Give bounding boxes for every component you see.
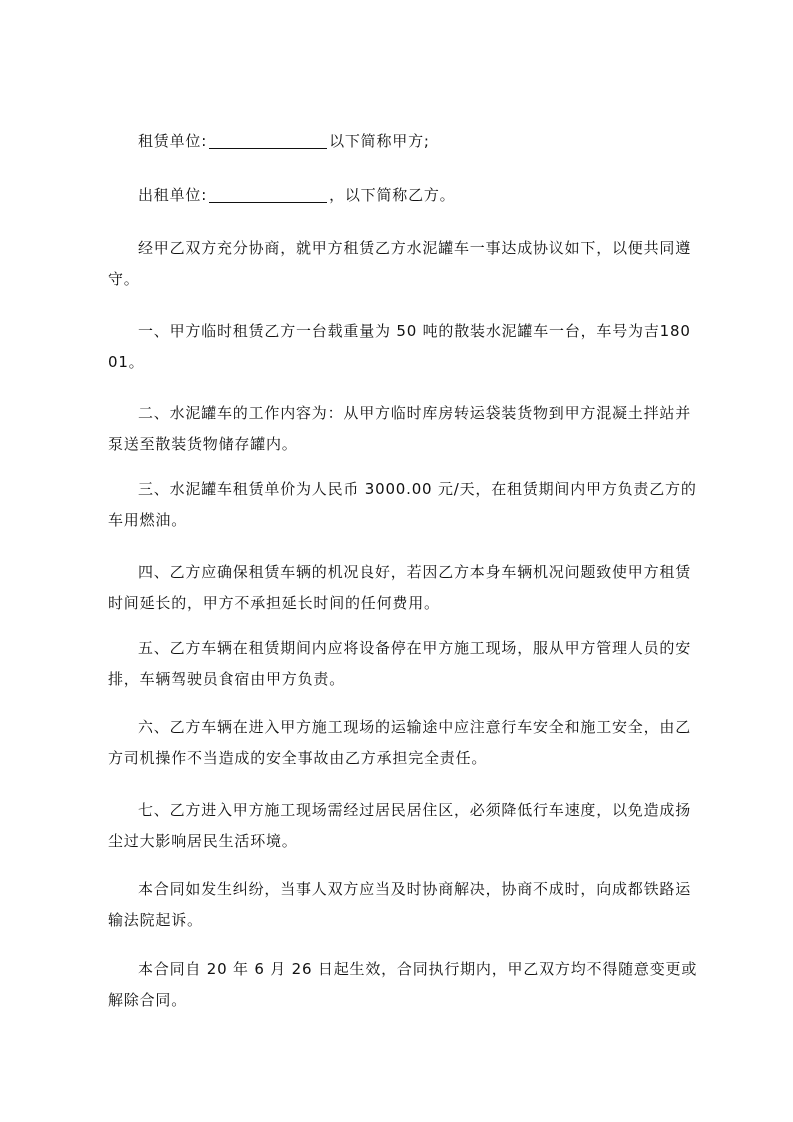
- clause-1-paragraph: 一、甲方临时租赁乙方一台载重量为 50 吨的散装水泥罐车一台，车号为吉18001。: [108, 322, 691, 371]
- lessee-suffix: 以下简称甲方;: [329, 132, 430, 150]
- lessor-line: [108, 180, 698, 211]
- clause-5-paragraph: 五、乙方车辆在租赁期间内应将设备停在甲方施工现场，服从甲方管理人员的安排，车辆驾驶员食宿由甲方负责。: [108, 639, 692, 688]
- lessor-label: 出租单位:: [138, 186, 208, 204]
- lessee-blank-field[interactable]: [209, 132, 327, 149]
- lessee-label: 租赁单位:: [138, 132, 208, 150]
- effective-date-paragraph: 本合同自 20 年 6 月 26 日起生效，合同执行期内，甲乙双方均不得随意变更或解除合同。: [108, 960, 698, 1009]
- dispute-paragraph: 本合同如发生纠纷，当事人双方应当及时协商解决，协商不成时，向成都铁路运输法院起诉。: [108, 880, 692, 929]
- lessee-line: [108, 126, 698, 157]
- clause-2-paragraph: 二、水泥罐车的工作内容为：从甲方临时库房转运袋装货物到甲方混凝土拌站并泵送至散装货物储存罐内。: [108, 404, 692, 453]
- preamble-paragraph: 经甲乙双方充分协商，就甲方租赁乙方水泥罐车一事达成协议如下，以便共同遵守。: [108, 239, 692, 288]
- clause-6-paragraph: 六、乙方车辆在进入甲方施工现场的运输途中应注意行车安全和施工安全，由乙方司机操作不当造成的安全事故由乙方承担完全责任。: [108, 718, 692, 767]
- clause-3-paragraph: 三、水泥罐车租赁单价为人民币 3000.00 元/天，在租赁期间内甲方负责乙方的车用燃油。: [108, 480, 697, 529]
- clause-7-paragraph: 七、乙方进入甲方施工现场需经过居民居住区，必须降低行车速度，以免造成扬尘过大影响居民生活环境。: [108, 801, 692, 850]
- lessor-blank-field[interactable]: [209, 186, 327, 203]
- lessor-suffix: ，以下简称乙方。: [329, 186, 456, 204]
- clause-4-paragraph: 四、乙方应确保租赁车辆的机况良好，若因乙方本身车辆机况问题致使甲方租赁时间延长的，甲方不承担延长时间的任何费用。: [108, 563, 692, 612]
